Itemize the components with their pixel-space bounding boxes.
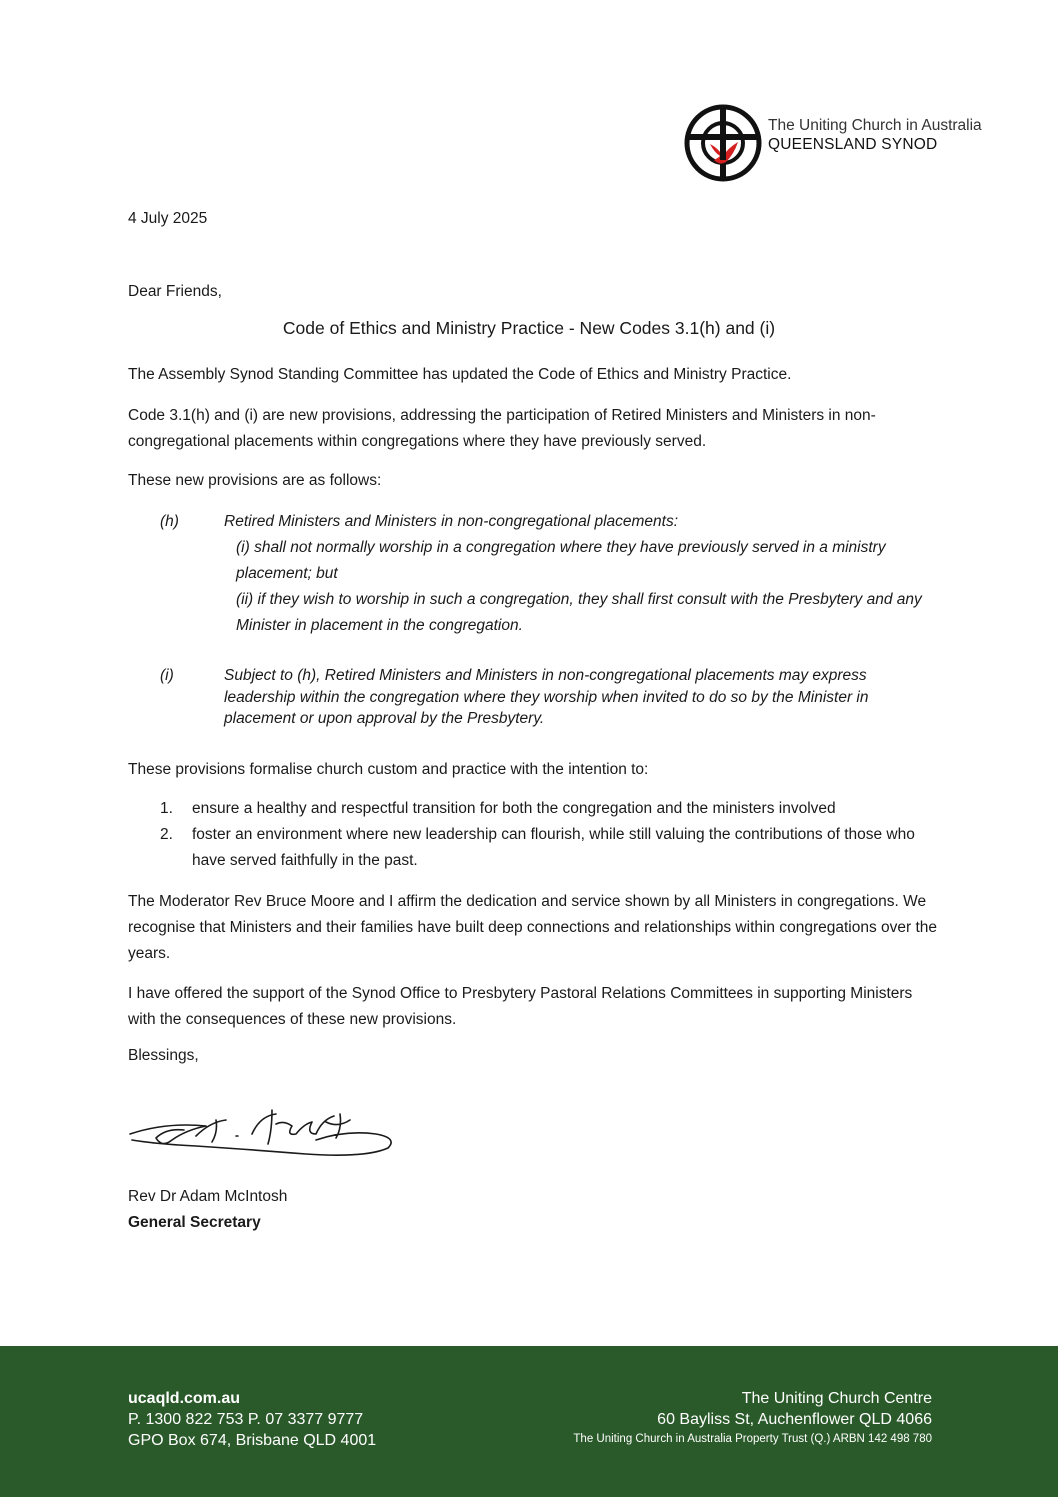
provision-h-heading: Retired Ministers and Ministers in non-congregational placements: [224, 513, 679, 530]
paragraph-provisions-lead: These new provisions are as follows: [128, 472, 382, 489]
org-name-line1: The Uniting Church in Australia [768, 117, 982, 134]
signer-role: General Secretary [128, 1214, 261, 1231]
provision-i-label: (i) [160, 667, 174, 684]
handwritten-signature [126, 1100, 401, 1164]
footer-address [573, 1388, 932, 1448]
footer-website-link[interactable]: ucaqld.com.au [128, 1390, 241, 1407]
footer-band [0, 1346, 1058, 1497]
list-item-text: foster an environment where new leadership can flourish, while still valuing the contributions of those who have served faithfully in the past. [192, 826, 915, 869]
footer-centre-name: The Uniting Church Centre [741, 1390, 932, 1407]
list-item-text: ensure a healthy and respectful transition for both the congregation and the ministers involved [192, 800, 836, 817]
footer-po-box: GPO Box 674, Brisbane QLD 4001 [128, 1432, 377, 1449]
signer-name: Rev Dr Adam McIntosh [128, 1188, 288, 1205]
list-item-number: 1. [160, 800, 173, 817]
sign-off: Blessings, [128, 1047, 199, 1064]
letter-title: Code of Ethics and Ministry Practice - New Codes 3.1(h) and (i) [282, 318, 776, 338]
list-item-number: 2. [160, 826, 173, 843]
provision-i-body: Subject to (h), Retired Ministers and Ministers in non-congregational placements may express leadership within the congregation where they worship when invited to do so by the Minister in placement or upon approval by the Presbytery. [224, 667, 869, 727]
paragraph-intention-lead: These provisions formalise church custom and practice with the intention to: [128, 761, 649, 778]
org-name-line2: QUEENSLAND SYNOD [768, 136, 938, 153]
paragraph-intro: The Assembly Synod Standing Committee has updated the Code of Ethics and Ministry Practice. [128, 366, 792, 383]
footer-contact [128, 1388, 376, 1451]
provision-h-label: (h) [160, 513, 179, 530]
footer-street-address: 60 Bayliss St, Auchenflower QLD 4066 [657, 1411, 932, 1428]
paragraph-affirmation: The Moderator Rev Bruce Moore and I affirm the dedication and service shown by all Ministers in congregations. We recognise that Ministers and their families have built deep connections and relationships within congregations over the years. [128, 893, 938, 962]
uniting-church-logo-icon [684, 104, 762, 182]
letter-date: 4 July 2025 [128, 210, 208, 227]
provision-h-clause-i: (i) shall not normally worship in a congregation where they have previously served in a ministry placement; but [236, 539, 886, 582]
salutation: Dear Friends, [128, 283, 222, 300]
paragraph-support: I have offered the support of the Synod Office to Presbytery Pastoral Relations Committees in supporting Ministers with the consequences of these new provisions. [128, 985, 913, 1028]
footer-phones: P. 1300 822 753 P. 07 3377 9777 [128, 1411, 364, 1428]
org-logo [684, 104, 1004, 184]
provision-h-clause-ii: (ii) if they wish to worship in such a congregation, they shall first consult with the Presbytery and any Minister in placement in the congregation. [236, 591, 922, 634]
footer-trust-line: The Uniting Church in Australia Property Trust (Q.) ARBN 142 498 780 [573, 1433, 932, 1445]
paragraph-provisions-overview: Code 3.1(h) and (i) are new provisions, addressing the participation of Retired Ministers and Ministers in non-congregational placements within congregations where they have previously served. [128, 407, 876, 450]
